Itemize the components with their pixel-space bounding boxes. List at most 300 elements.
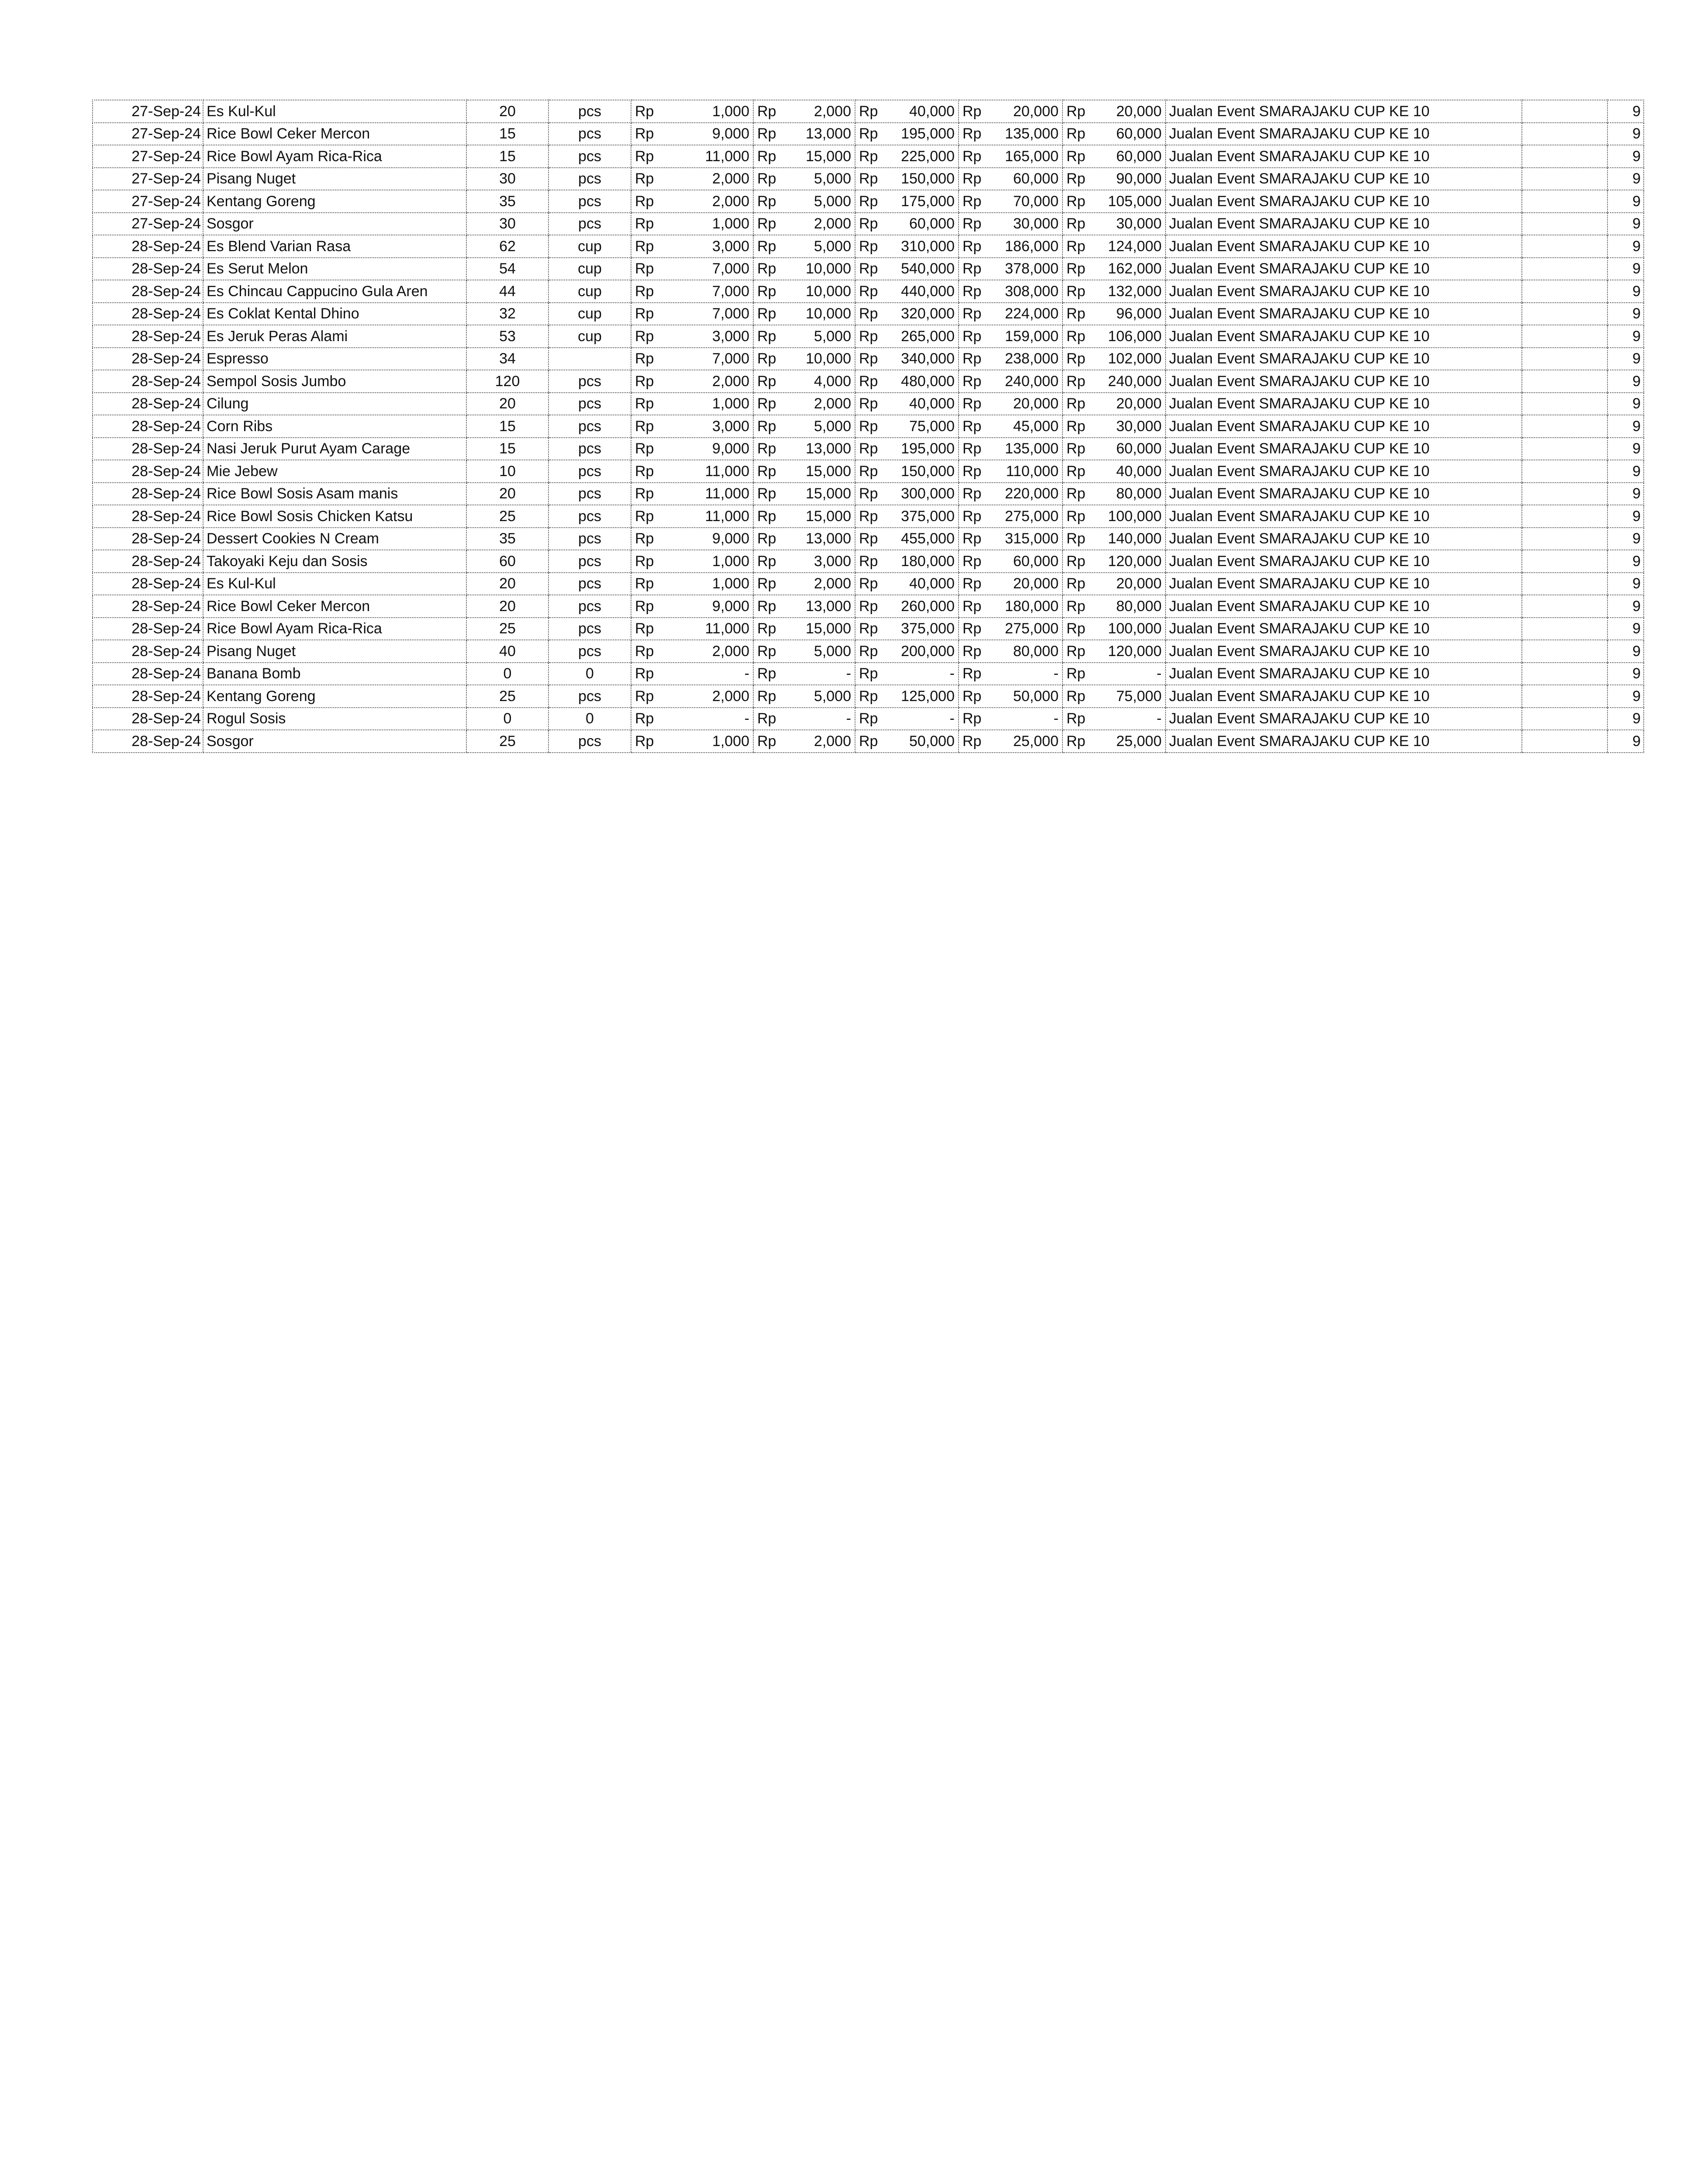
empty-cell[interactable] — [1522, 415, 1607, 438]
cost-cell[interactable] — [959, 528, 1062, 550]
item-name-cell[interactable]: Es Chincau Cappucino Gula Aren — [203, 280, 466, 303]
number-cell[interactable]: 9 — [1607, 483, 1644, 505]
buy-price-cell[interactable] — [631, 100, 753, 123]
unit-cell[interactable]: pcs — [548, 213, 631, 235]
unit-cell[interactable]: pcs — [548, 123, 631, 145]
quantity-cell[interactable]: 53 — [466, 325, 548, 348]
description-cell[interactable]: Jualan Event SMARAJAKU CUP KE 10 — [1166, 550, 1522, 573]
empty-cell[interactable] — [1522, 730, 1607, 753]
buy-price-cell[interactable] — [631, 190, 753, 213]
profit-cell[interactable] — [1062, 505, 1166, 528]
number-cell[interactable]: 9 — [1607, 415, 1644, 438]
profit-cell[interactable] — [1062, 483, 1166, 505]
unit-cell[interactable]: pcs — [548, 415, 631, 438]
quantity-cell[interactable]: 20 — [466, 595, 548, 618]
number-cell[interactable]: 9 — [1607, 663, 1644, 685]
revenue-cell[interactable] — [855, 235, 959, 258]
date-cell[interactable]: 27-Sep-24 — [93, 213, 203, 235]
item-name-cell[interactable]: Es Kul-Kul — [203, 573, 466, 595]
description-cell[interactable]: Jualan Event SMARAJAKU CUP KE 10 — [1166, 168, 1522, 190]
description-cell[interactable]: Jualan Event SMARAJAKU CUP KE 10 — [1166, 595, 1522, 618]
profit-cell[interactable] — [1062, 550, 1166, 573]
revenue-cell[interactable] — [855, 730, 959, 753]
unit-cell[interactable]: pcs — [548, 573, 631, 595]
number-cell[interactable]: 9 — [1607, 190, 1644, 213]
number-cell[interactable]: 9 — [1607, 213, 1644, 235]
sell-price-cell[interactable] — [753, 325, 855, 348]
empty-cell[interactable] — [1522, 460, 1607, 483]
description-cell[interactable]: Jualan Event SMARAJAKU CUP KE 10 — [1166, 190, 1522, 213]
cost-cell[interactable] — [959, 550, 1062, 573]
revenue-cell[interactable] — [855, 370, 959, 393]
cost-cell[interactable] — [959, 438, 1062, 460]
date-cell[interactable]: 28-Sep-24 — [93, 573, 203, 595]
empty-cell[interactable] — [1522, 550, 1607, 573]
quantity-cell[interactable]: 20 — [466, 483, 548, 505]
quantity-cell[interactable]: 44 — [466, 280, 548, 303]
empty-cell[interactable] — [1522, 573, 1607, 595]
cost-cell[interactable] — [959, 708, 1062, 730]
buy-price-cell[interactable] — [631, 438, 753, 460]
description-cell[interactable]: Jualan Event SMARAJAKU CUP KE 10 — [1166, 460, 1522, 483]
unit-cell[interactable]: cup — [548, 280, 631, 303]
buy-price-cell[interactable] — [631, 573, 753, 595]
unit-cell[interactable]: pcs — [548, 595, 631, 618]
profit-cell[interactable] — [1062, 393, 1166, 415]
description-cell[interactable]: Jualan Event SMARAJAKU CUP KE 10 — [1166, 393, 1522, 415]
quantity-cell[interactable]: 60 — [466, 550, 548, 573]
description-cell[interactable]: Jualan Event SMARAJAKU CUP KE 10 — [1166, 145, 1522, 168]
quantity-cell[interactable]: 10 — [466, 460, 548, 483]
revenue-cell[interactable] — [855, 550, 959, 573]
sell-price-cell[interactable] — [753, 483, 855, 505]
profit-cell[interactable] — [1062, 258, 1166, 280]
date-cell[interactable]: 28-Sep-24 — [93, 370, 203, 393]
profit-cell[interactable] — [1062, 303, 1166, 325]
cost-cell[interactable] — [959, 303, 1062, 325]
item-name-cell[interactable]: Takoyaki Keju dan Sosis — [203, 550, 466, 573]
description-cell[interactable]: Jualan Event SMARAJAKU CUP KE 10 — [1166, 730, 1522, 753]
number-cell[interactable]: 9 — [1607, 573, 1644, 595]
cost-cell[interactable] — [959, 100, 1062, 123]
number-cell[interactable]: 9 — [1607, 303, 1644, 325]
cost-cell[interactable] — [959, 280, 1062, 303]
item-name-cell[interactable]: Rogul Sosis — [203, 708, 466, 730]
quantity-cell[interactable]: 15 — [466, 415, 548, 438]
profit-cell[interactable] — [1062, 415, 1166, 438]
sell-price-cell[interactable] — [753, 213, 855, 235]
item-name-cell[interactable]: Corn Ribs — [203, 415, 466, 438]
quantity-cell[interactable]: 25 — [466, 685, 548, 708]
profit-cell[interactable] — [1062, 685, 1166, 708]
sell-price-cell[interactable] — [753, 618, 855, 640]
revenue-cell[interactable] — [855, 708, 959, 730]
empty-cell[interactable] — [1522, 348, 1607, 370]
revenue-cell[interactable] — [855, 280, 959, 303]
description-cell[interactable]: Jualan Event SMARAJAKU CUP KE 10 — [1166, 258, 1522, 280]
empty-cell[interactable] — [1522, 528, 1607, 550]
date-cell[interactable]: 28-Sep-24 — [93, 393, 203, 415]
buy-price-cell[interactable] — [631, 145, 753, 168]
date-cell[interactable]: 28-Sep-24 — [93, 325, 203, 348]
date-cell[interactable]: 28-Sep-24 — [93, 550, 203, 573]
item-name-cell[interactable]: Espresso — [203, 348, 466, 370]
date-cell[interactable]: 27-Sep-24 — [93, 168, 203, 190]
buy-price-cell[interactable] — [631, 123, 753, 145]
cost-cell[interactable] — [959, 190, 1062, 213]
description-cell[interactable]: Jualan Event SMARAJAKU CUP KE 10 — [1166, 280, 1522, 303]
unit-cell[interactable]: pcs — [548, 505, 631, 528]
buy-price-cell[interactable] — [631, 640, 753, 663]
revenue-cell[interactable] — [855, 100, 959, 123]
cost-cell[interactable] — [959, 393, 1062, 415]
sell-price-cell[interactable] — [753, 460, 855, 483]
buy-price-cell[interactable] — [631, 393, 753, 415]
profit-cell[interactable] — [1062, 460, 1166, 483]
buy-price-cell[interactable] — [631, 348, 753, 370]
empty-cell[interactable] — [1522, 640, 1607, 663]
empty-cell[interactable] — [1522, 393, 1607, 415]
cost-cell[interactable] — [959, 640, 1062, 663]
buy-price-cell[interactable] — [631, 730, 753, 753]
unit-cell[interactable]: pcs — [548, 550, 631, 573]
empty-cell[interactable] — [1522, 190, 1607, 213]
cost-cell[interactable] — [959, 145, 1062, 168]
sell-price-cell[interactable] — [753, 168, 855, 190]
number-cell[interactable]: 9 — [1607, 595, 1644, 618]
number-cell[interactable]: 9 — [1607, 168, 1644, 190]
unit-cell[interactable]: pcs — [548, 438, 631, 460]
description-cell[interactable]: Jualan Event SMARAJAKU CUP KE 10 — [1166, 370, 1522, 393]
quantity-cell[interactable]: 120 — [466, 370, 548, 393]
profit-cell[interactable] — [1062, 280, 1166, 303]
profit-cell[interactable] — [1062, 190, 1166, 213]
sell-price-cell[interactable] — [753, 730, 855, 753]
revenue-cell[interactable] — [855, 123, 959, 145]
unit-cell[interactable]: cup — [548, 325, 631, 348]
revenue-cell[interactable] — [855, 573, 959, 595]
sell-price-cell[interactable] — [753, 393, 855, 415]
number-cell[interactable]: 9 — [1607, 505, 1644, 528]
revenue-cell[interactable] — [855, 348, 959, 370]
revenue-cell[interactable] — [855, 483, 959, 505]
quantity-cell[interactable]: 15 — [466, 438, 548, 460]
item-name-cell[interactable]: Rice Bowl Sosis Asam manis — [203, 483, 466, 505]
cost-cell[interactable] — [959, 505, 1062, 528]
sell-price-cell[interactable] — [753, 415, 855, 438]
revenue-cell[interactable] — [855, 168, 959, 190]
profit-cell[interactable] — [1062, 573, 1166, 595]
description-cell[interactable]: Jualan Event SMARAJAKU CUP KE 10 — [1166, 213, 1522, 235]
item-name-cell[interactable]: Kentang Goreng — [203, 685, 466, 708]
quantity-cell[interactable]: 40 — [466, 640, 548, 663]
revenue-cell[interactable] — [855, 528, 959, 550]
unit-cell[interactable]: pcs — [548, 528, 631, 550]
buy-price-cell[interactable] — [631, 550, 753, 573]
unit-cell[interactable]: cup — [548, 235, 631, 258]
unit-cell[interactable]: pcs — [548, 640, 631, 663]
description-cell[interactable]: Jualan Event SMARAJAKU CUP KE 10 — [1166, 303, 1522, 325]
description-cell[interactable]: Jualan Event SMARAJAKU CUP KE 10 — [1166, 708, 1522, 730]
empty-cell[interactable] — [1522, 438, 1607, 460]
sell-price-cell[interactable] — [753, 348, 855, 370]
empty-cell[interactable] — [1522, 303, 1607, 325]
unit-cell[interactable]: 0 — [548, 708, 631, 730]
profit-cell[interactable] — [1062, 640, 1166, 663]
item-name-cell[interactable]: Kentang Goreng — [203, 190, 466, 213]
number-cell[interactable]: 9 — [1607, 640, 1644, 663]
sell-price-cell[interactable] — [753, 145, 855, 168]
buy-price-cell[interactable] — [631, 370, 753, 393]
quantity-cell[interactable]: 0 — [466, 708, 548, 730]
number-cell[interactable]: 9 — [1607, 145, 1644, 168]
unit-cell[interactable]: pcs — [548, 685, 631, 708]
quantity-cell[interactable]: 30 — [466, 213, 548, 235]
empty-cell[interactable] — [1522, 145, 1607, 168]
sell-price-cell[interactable] — [753, 685, 855, 708]
empty-cell[interactable] — [1522, 123, 1607, 145]
buy-price-cell[interactable] — [631, 213, 753, 235]
date-cell[interactable]: 28-Sep-24 — [93, 280, 203, 303]
number-cell[interactable]: 9 — [1607, 550, 1644, 573]
quantity-cell[interactable]: 20 — [466, 393, 548, 415]
number-cell[interactable]: 9 — [1607, 393, 1644, 415]
sell-price-cell[interactable] — [753, 190, 855, 213]
buy-price-cell[interactable] — [631, 258, 753, 280]
item-name-cell[interactable]: Es Blend Varian Rasa — [203, 235, 466, 258]
description-cell[interactable]: Jualan Event SMARAJAKU CUP KE 10 — [1166, 100, 1522, 123]
date-cell[interactable]: 28-Sep-24 — [93, 303, 203, 325]
item-name-cell[interactable]: Dessert Cookies N Cream — [203, 528, 466, 550]
buy-price-cell[interactable] — [631, 595, 753, 618]
buy-price-cell[interactable] — [631, 483, 753, 505]
unit-cell[interactable]: pcs — [548, 190, 631, 213]
date-cell[interactable]: 28-Sep-24 — [93, 460, 203, 483]
cost-cell[interactable] — [959, 415, 1062, 438]
sell-price-cell[interactable] — [753, 595, 855, 618]
sell-price-cell[interactable] — [753, 663, 855, 685]
unit-cell[interactable]: 0 — [548, 663, 631, 685]
item-name-cell[interactable]: Mie Jebew — [203, 460, 466, 483]
item-name-cell[interactable]: Cilung — [203, 393, 466, 415]
empty-cell[interactable] — [1522, 325, 1607, 348]
sell-price-cell[interactable] — [753, 708, 855, 730]
cost-cell[interactable] — [959, 730, 1062, 753]
revenue-cell[interactable] — [855, 505, 959, 528]
date-cell[interactable]: 28-Sep-24 — [93, 235, 203, 258]
revenue-cell[interactable] — [855, 663, 959, 685]
unit-cell[interactable]: pcs — [548, 100, 631, 123]
item-name-cell[interactable]: Sempol Sosis Jumbo — [203, 370, 466, 393]
item-name-cell[interactable]: Rice Bowl Ayam Rica-Rica — [203, 145, 466, 168]
number-cell[interactable]: 9 — [1607, 258, 1644, 280]
description-cell[interactable]: Jualan Event SMARAJAKU CUP KE 10 — [1166, 505, 1522, 528]
item-name-cell[interactable]: Banana Bomb — [203, 663, 466, 685]
empty-cell[interactable] — [1522, 213, 1607, 235]
number-cell[interactable]: 9 — [1607, 460, 1644, 483]
number-cell[interactable]: 9 — [1607, 123, 1644, 145]
profit-cell[interactable] — [1062, 663, 1166, 685]
profit-cell[interactable] — [1062, 145, 1166, 168]
empty-cell[interactable] — [1522, 483, 1607, 505]
date-cell[interactable]: 28-Sep-24 — [93, 708, 203, 730]
sell-price-cell[interactable] — [753, 258, 855, 280]
buy-price-cell[interactable] — [631, 235, 753, 258]
empty-cell[interactable] — [1522, 280, 1607, 303]
description-cell[interactable]: Jualan Event SMARAJAKU CUP KE 10 — [1166, 325, 1522, 348]
revenue-cell[interactable] — [855, 258, 959, 280]
number-cell[interactable]: 9 — [1607, 348, 1644, 370]
revenue-cell[interactable] — [855, 618, 959, 640]
date-cell[interactable]: 28-Sep-24 — [93, 348, 203, 370]
number-cell[interactable]: 9 — [1607, 100, 1644, 123]
cost-cell[interactable] — [959, 348, 1062, 370]
quantity-cell[interactable]: 35 — [466, 190, 548, 213]
sell-price-cell[interactable] — [753, 573, 855, 595]
date-cell[interactable]: 28-Sep-24 — [93, 438, 203, 460]
date-cell[interactable]: 27-Sep-24 — [93, 100, 203, 123]
description-cell[interactable]: Jualan Event SMARAJAKU CUP KE 10 — [1166, 685, 1522, 708]
buy-price-cell[interactable] — [631, 685, 753, 708]
cost-cell[interactable] — [959, 595, 1062, 618]
number-cell[interactable]: 9 — [1607, 438, 1644, 460]
description-cell[interactable]: Jualan Event SMARAJAKU CUP KE 10 — [1166, 640, 1522, 663]
unit-cell[interactable]: pcs — [548, 483, 631, 505]
number-cell[interactable]: 9 — [1607, 325, 1644, 348]
item-name-cell[interactable]: Es Serut Melon — [203, 258, 466, 280]
item-name-cell[interactable]: Es Kul-Kul — [203, 100, 466, 123]
description-cell[interactable]: Jualan Event SMARAJAKU CUP KE 10 — [1166, 573, 1522, 595]
revenue-cell[interactable] — [855, 415, 959, 438]
number-cell[interactable]: 9 — [1607, 708, 1644, 730]
description-cell[interactable]: Jualan Event SMARAJAKU CUP KE 10 — [1166, 663, 1522, 685]
sell-price-cell[interactable] — [753, 123, 855, 145]
profit-cell[interactable] — [1062, 528, 1166, 550]
quantity-cell[interactable]: 35 — [466, 528, 548, 550]
sell-price-cell[interactable] — [753, 438, 855, 460]
date-cell[interactable]: 27-Sep-24 — [93, 190, 203, 213]
date-cell[interactable]: 28-Sep-24 — [93, 730, 203, 753]
revenue-cell[interactable] — [855, 145, 959, 168]
sell-price-cell[interactable] — [753, 528, 855, 550]
number-cell[interactable]: 9 — [1607, 685, 1644, 708]
revenue-cell[interactable] — [855, 595, 959, 618]
profit-cell[interactable] — [1062, 618, 1166, 640]
sell-price-cell[interactable] — [753, 505, 855, 528]
sell-price-cell[interactable] — [753, 280, 855, 303]
sell-price-cell[interactable] — [753, 640, 855, 663]
buy-price-cell[interactable] — [631, 415, 753, 438]
item-name-cell[interactable]: Pisang Nuget — [203, 168, 466, 190]
cost-cell[interactable] — [959, 370, 1062, 393]
revenue-cell[interactable] — [855, 393, 959, 415]
empty-cell[interactable] — [1522, 370, 1607, 393]
quantity-cell[interactable]: 20 — [466, 573, 548, 595]
quantity-cell[interactable]: 62 — [466, 235, 548, 258]
quantity-cell[interactable]: 25 — [466, 618, 548, 640]
profit-cell[interactable] — [1062, 370, 1166, 393]
profit-cell[interactable] — [1062, 100, 1166, 123]
unit-cell[interactable]: pcs — [548, 145, 631, 168]
description-cell[interactable]: Jualan Event SMARAJAKU CUP KE 10 — [1166, 618, 1522, 640]
date-cell[interactable]: 28-Sep-24 — [93, 595, 203, 618]
date-cell[interactable]: 28-Sep-24 — [93, 415, 203, 438]
empty-cell[interactable] — [1522, 235, 1607, 258]
unit-cell[interactable]: pcs — [548, 730, 631, 753]
quantity-cell[interactable]: 25 — [466, 505, 548, 528]
date-cell[interactable]: 28-Sep-24 — [93, 685, 203, 708]
description-cell[interactable]: Jualan Event SMARAJAKU CUP KE 10 — [1166, 415, 1522, 438]
cost-cell[interactable] — [959, 123, 1062, 145]
item-name-cell[interactable]: Es Jeruk Peras Alami — [203, 325, 466, 348]
quantity-cell[interactable]: 20 — [466, 100, 548, 123]
revenue-cell[interactable] — [855, 685, 959, 708]
quantity-cell[interactable]: 32 — [466, 303, 548, 325]
date-cell[interactable]: 28-Sep-24 — [93, 618, 203, 640]
revenue-cell[interactable] — [855, 438, 959, 460]
revenue-cell[interactable] — [855, 190, 959, 213]
date-cell[interactable]: 27-Sep-24 — [93, 145, 203, 168]
profit-cell[interactable] — [1062, 123, 1166, 145]
item-name-cell[interactable]: Sosgor — [203, 730, 466, 753]
item-name-cell[interactable]: Rice Bowl Sosis Chicken Katsu — [203, 505, 466, 528]
buy-price-cell[interactable] — [631, 505, 753, 528]
revenue-cell[interactable] — [855, 640, 959, 663]
buy-price-cell[interactable] — [631, 618, 753, 640]
buy-price-cell[interactable] — [631, 708, 753, 730]
cost-cell[interactable] — [959, 483, 1062, 505]
empty-cell[interactable] — [1522, 505, 1607, 528]
cost-cell[interactable] — [959, 235, 1062, 258]
quantity-cell[interactable]: 54 — [466, 258, 548, 280]
buy-price-cell[interactable] — [631, 325, 753, 348]
buy-price-cell[interactable] — [631, 280, 753, 303]
empty-cell[interactable] — [1522, 258, 1607, 280]
profit-cell[interactable] — [1062, 325, 1166, 348]
description-cell[interactable]: Jualan Event SMARAJAKU CUP KE 10 — [1166, 235, 1522, 258]
description-cell[interactable]: Jualan Event SMARAJAKU CUP KE 10 — [1166, 483, 1522, 505]
empty-cell[interactable] — [1522, 685, 1607, 708]
profit-cell[interactable] — [1062, 235, 1166, 258]
buy-price-cell[interactable] — [631, 663, 753, 685]
profit-cell[interactable] — [1062, 730, 1166, 753]
date-cell[interactable]: 28-Sep-24 — [93, 258, 203, 280]
cost-cell[interactable] — [959, 685, 1062, 708]
cost-cell[interactable] — [959, 460, 1062, 483]
quantity-cell[interactable]: 34 — [466, 348, 548, 370]
profit-cell[interactable] — [1062, 168, 1166, 190]
unit-cell[interactable] — [548, 348, 631, 370]
item-name-cell[interactable]: Nasi Jeruk Purut Ayam Carage — [203, 438, 466, 460]
profit-cell[interactable] — [1062, 213, 1166, 235]
unit-cell[interactable]: pcs — [548, 168, 631, 190]
buy-price-cell[interactable] — [631, 303, 753, 325]
number-cell[interactable]: 9 — [1607, 280, 1644, 303]
date-cell[interactable]: 28-Sep-24 — [93, 483, 203, 505]
description-cell[interactable]: Jualan Event SMARAJAKU CUP KE 10 — [1166, 528, 1522, 550]
empty-cell[interactable] — [1522, 168, 1607, 190]
date-cell[interactable]: 28-Sep-24 — [93, 640, 203, 663]
number-cell[interactable]: 9 — [1607, 618, 1644, 640]
number-cell[interactable]: 9 — [1607, 235, 1644, 258]
item-name-cell[interactable]: Pisang Nuget — [203, 640, 466, 663]
quantity-cell[interactable]: 15 — [466, 145, 548, 168]
item-name-cell[interactable]: Rice Bowl Ceker Mercon — [203, 595, 466, 618]
profit-cell[interactable] — [1062, 595, 1166, 618]
buy-price-cell[interactable] — [631, 168, 753, 190]
item-name-cell[interactable]: Sosgor — [203, 213, 466, 235]
date-cell[interactable]: 28-Sep-24 — [93, 528, 203, 550]
